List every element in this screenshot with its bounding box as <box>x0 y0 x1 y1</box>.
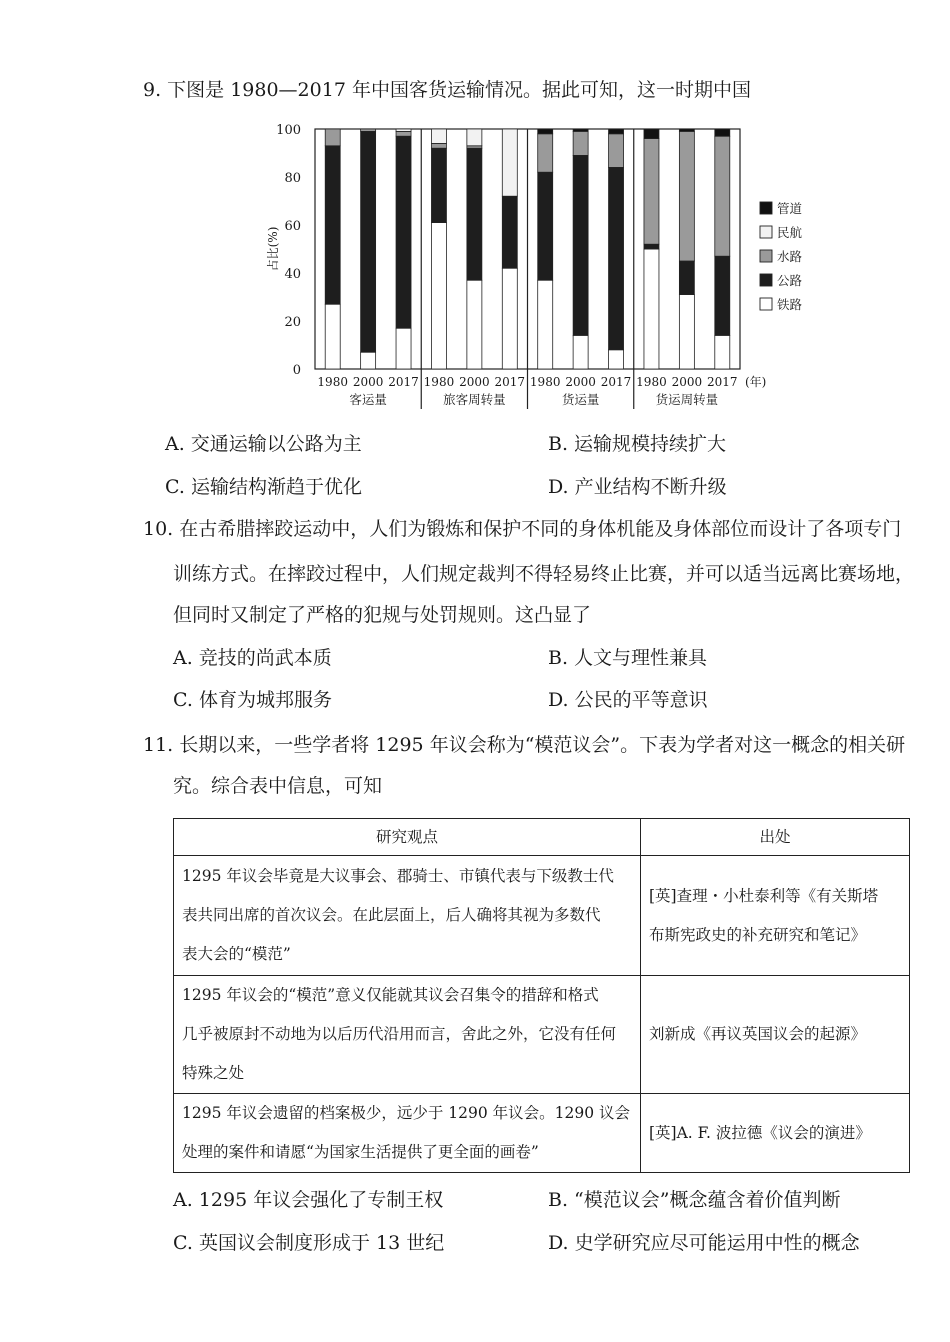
bar-segment <box>609 167 624 349</box>
cell-line: 表共同出席的首次议会。在此层面上，后人确将其视为多数代 <box>182 906 601 924</box>
y-tick-label: 100 <box>276 123 301 138</box>
q11-option-a[interactable]: A. 1295 年议会强化了专制王权 <box>173 1189 444 1211</box>
bar-segment <box>361 352 376 369</box>
y-tick-label: 0 <box>292 363 301 378</box>
bar-segment <box>715 256 730 335</box>
q11-stem-line-2: 究。综合表中信息，可知 <box>173 775 383 797</box>
bar-segment <box>396 129 411 131</box>
bar-segment <box>679 131 694 261</box>
q10-stem-line-2: 训练方式。在摔跤过程中，人们规定裁判不得轻易终止比赛，并可以适当远离比赛场地， <box>173 563 915 585</box>
x-tick-label: 2000 <box>459 375 490 389</box>
bar-segment <box>679 295 694 369</box>
legend-swatch <box>760 274 772 286</box>
bar-segment <box>396 328 411 369</box>
q10-stem-line-3: 但同时又制定了严格的犯规与处罚规则。这凸显了 <box>173 604 592 626</box>
bar-segment <box>679 129 694 131</box>
table-cell-view <box>174 976 641 1094</box>
y-tick-label: 20 <box>284 315 301 330</box>
bar-segment <box>467 280 482 369</box>
x-tick-label: 2017 <box>707 375 738 389</box>
legend-label: 水路 <box>777 249 803 264</box>
bar-segment <box>431 143 446 148</box>
group-label: 旅客周转量 <box>443 392 506 407</box>
x-unit-label: (年) <box>745 375 767 389</box>
table-row <box>174 1094 910 1173</box>
cell-line: 1295 年议会遗留的档案极少，远少于 1290 年议会。1290 议会 <box>182 1104 631 1122</box>
cell-line: [英]A. F. 波拉德《议会的演进》 <box>649 1123 871 1142</box>
bar-segment <box>538 172 553 280</box>
q9-option-d[interactable]: D. 产业结构不断升级 <box>548 476 727 498</box>
bar-segment <box>538 280 553 369</box>
x-tick-label: 2000 <box>565 375 596 389</box>
cell-line: 几乎被原封不动地为以后历代沿用而言，舍此之外，它没有任何 <box>182 1025 617 1043</box>
x-tick-label: 2000 <box>352 375 384 389</box>
bar-segment <box>538 134 553 172</box>
legend-label: 民航 <box>777 225 803 240</box>
cell-line: [英]查理・小杜泰利等《有关斯塔 <box>649 886 879 905</box>
cell-line: 处理的案件和请愿“为国家生活提供了更全面的画卷” <box>182 1143 539 1161</box>
bar-segment <box>573 335 588 369</box>
bar-segment <box>361 131 376 352</box>
x-tick-label: 2017 <box>388 375 419 389</box>
bar-segment <box>573 155 588 335</box>
y-tick-label: 40 <box>284 267 301 282</box>
q11-option-d[interactable]: D. 史学研究应尽可能运用中性的概念 <box>548 1232 860 1254</box>
q9-stem: 9. 下图是 1980—2017 年中国客货运输情况。据此可知，这一时期中国 <box>143 79 751 101</box>
q11-option-b[interactable]: B. “模范议会”概念蕴含着价值判断 <box>548 1189 841 1211</box>
table-header-row <box>174 819 910 856</box>
group-label: 货运周转量 <box>655 392 719 407</box>
legend-swatch <box>760 298 772 310</box>
bar-segment <box>715 129 730 136</box>
bar-segment <box>679 261 694 295</box>
table-row <box>174 856 910 976</box>
q11-option-c[interactable]: C. 英国议会制度形成于 13 世纪 <box>173 1232 445 1254</box>
y-axis-label: 占比(%) <box>266 226 280 272</box>
table-cell-source <box>641 976 910 1094</box>
q9-option-a[interactable]: A. 交通运输以公路为主 <box>165 433 362 455</box>
bar-segment <box>325 304 340 369</box>
bar-segment <box>431 148 446 222</box>
table-row <box>174 976 910 1094</box>
legend-label: 管道 <box>777 201 803 216</box>
bar-segment <box>609 350 624 369</box>
x-tick-label: 1980 <box>423 375 455 389</box>
legend-swatch <box>760 202 772 214</box>
bar-segment <box>325 129 340 146</box>
bar-segment <box>644 249 659 369</box>
x-tick-label: 2000 <box>671 375 703 389</box>
x-tick-label: 1980 <box>636 375 667 389</box>
table-cell-view <box>174 856 641 976</box>
q11-stem-line-1: 11. 长期以来，一些学者将 1295 年议会称为“模范议会”。下表为学者对这一概念的相关研 <box>143 734 906 756</box>
transport-stacked-bar-chart <box>255 112 803 417</box>
q10-stem-line-1: 10. 在古希腊摔跤运动中，人们为锻炼和保护不同的身体机能及身体部位而设计了各项专门 <box>143 518 902 540</box>
bar-segment <box>325 146 340 304</box>
bar-segment <box>396 131 411 136</box>
q10-option-a[interactable]: A. 竞技的尚武本质 <box>173 647 332 669</box>
table-header-view: 研究观点 <box>174 819 641 856</box>
q9-option-c[interactable]: C. 运输结构渐趋于优化 <box>165 476 362 498</box>
bar-segment <box>573 131 588 155</box>
q10-option-b[interactable]: B. 人文与理性兼具 <box>548 647 708 669</box>
bar-segment <box>361 129 376 131</box>
bar-segment <box>644 139 659 245</box>
q10-option-d[interactable]: D. 公民的平等意识 <box>548 689 708 711</box>
table-cell-view <box>174 1094 641 1173</box>
bar-segment <box>644 244 659 249</box>
bar-segment <box>609 134 624 168</box>
bar-segment <box>502 268 517 369</box>
cell-line: 特殊之处 <box>182 1064 245 1082</box>
legend-swatch <box>760 250 772 262</box>
q10-option-c[interactable]: C. 体育为城邦服务 <box>173 689 332 711</box>
bar-segment <box>715 335 730 369</box>
y-tick-label: 60 <box>284 219 301 234</box>
bar-segment <box>502 196 517 268</box>
x-tick-label: 2017 <box>494 375 526 389</box>
bar-segment <box>396 136 411 328</box>
bar-segment <box>644 129 659 139</box>
q9-option-b[interactable]: B. 运输规模持续扩大 <box>548 433 727 455</box>
y-tick-label: 80 <box>284 171 301 186</box>
bar-segment <box>467 129 482 146</box>
x-tick-label: 1980 <box>317 375 348 389</box>
bar-segment <box>609 129 624 134</box>
cell-line: 1295 年议会毕竟是大议事会、郡骑士、市镇代表与下级教士代 <box>182 867 614 885</box>
bar-segment <box>431 129 446 143</box>
research-table <box>173 818 910 1173</box>
group-label: 客运量 <box>349 392 387 407</box>
x-tick-label: 1980 <box>529 375 561 389</box>
bar-segment <box>431 223 446 369</box>
table-cell-source <box>641 856 910 976</box>
legend-label: 公路 <box>777 273 803 288</box>
legend-swatch <box>760 226 772 238</box>
cell-line: 表大会的“模范” <box>182 945 291 963</box>
bar-segment <box>538 129 553 134</box>
cell-line: 布斯宪政史的补充研究和笔记》 <box>649 925 867 944</box>
legend-label: 铁路 <box>777 297 803 312</box>
cell-line: 刘新成《再议英国议会的起源》 <box>649 1025 867 1043</box>
bar-segment <box>502 129 517 196</box>
group-label: 货运量 <box>561 392 600 407</box>
cell-line: 1295 年议会的“模范”意义仅能就其议会召集令的措辞和格式 <box>182 986 599 1004</box>
bar-segment <box>467 148 482 280</box>
table-cell-source <box>641 1094 910 1173</box>
bar-segment <box>573 129 588 131</box>
x-tick-label: 2017 <box>600 375 632 389</box>
bar-segment <box>715 136 730 256</box>
table-header-source: 出处 <box>641 819 910 856</box>
